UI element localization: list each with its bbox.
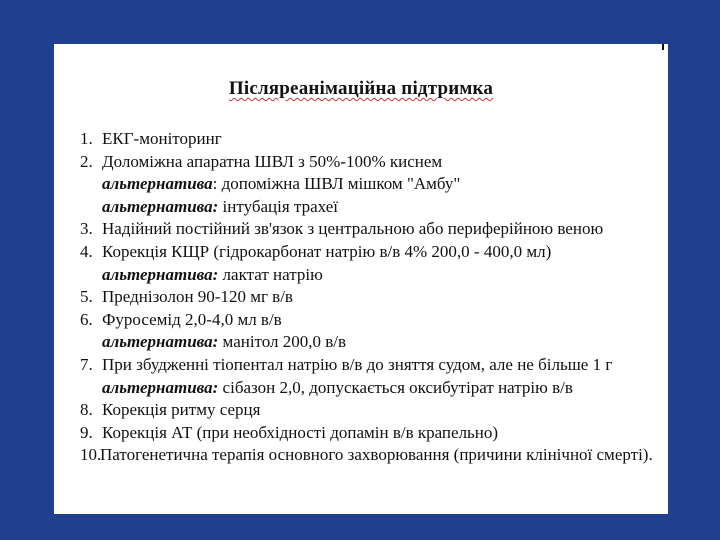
alternative-line <box>80 331 660 354</box>
item-text: Фуросемід 2,0-4,0 мл в/в <box>102 309 282 329</box>
slide-title <box>54 78 668 100</box>
list-item <box>80 241 660 264</box>
item-number: 2. <box>80 151 93 171</box>
list-item <box>80 218 660 241</box>
item-number: 9. <box>80 422 93 442</box>
item-text: Корекція АТ (при необхідності допамін в/в крапельно) <box>102 422 499 442</box>
alternative-text: манітол 200,0 в/в <box>222 332 347 352</box>
slide-content <box>54 44 668 514</box>
alternative-text: лактат натрію <box>222 264 323 284</box>
item-text: Доломіжна апаратна ШВЛ з 50%-100% киснем <box>102 151 443 171</box>
list-item <box>80 354 660 377</box>
alternative-label: альтернатива: <box>102 377 219 397</box>
alternative-line <box>80 196 660 219</box>
list-item <box>80 128 660 151</box>
list-item <box>80 286 660 309</box>
item-text: Патогенетична терапія основного захворювання (причини клінічної смерті). <box>100 445 653 465</box>
corner-mark <box>662 44 664 50</box>
alternative-text: допоміжна ШВЛ мішком "Амбу" <box>221 174 461 194</box>
list-item <box>80 444 660 467</box>
title-text: Післяреанімаційна підтримка <box>228 78 494 99</box>
alternative-label: альтернатива: <box>102 264 219 284</box>
item-text: Преднізолон 90-120 мг в/в <box>102 287 293 307</box>
item-number: 3. <box>80 219 93 239</box>
item-text: Корекція КЩР (гідрокарбонат натрію в/в 4% 200,0 - 400,0 мл) <box>102 241 552 261</box>
item-number: 4. <box>80 241 93 261</box>
alternative-text: сібазон 2,0, допускається оксибутірат натрію в/в <box>222 377 573 397</box>
list-item <box>80 422 660 445</box>
item-number: 8. <box>80 400 93 420</box>
alternative-line <box>80 173 660 196</box>
alternative-separator: : <box>212 174 222 194</box>
item-number: 1. <box>80 129 93 148</box>
alternative-text: інтубація трахеї <box>222 196 338 216</box>
list-item <box>80 399 660 422</box>
item-number: 5. <box>80 287 93 307</box>
item-text: При збудженні тіопентал натрію в/в до зняття судом, але не більше 1 г <box>102 354 613 374</box>
item-number: 10. <box>80 445 102 465</box>
alternative-label: альтернатива <box>102 174 213 194</box>
item-text: ЕКГ-моніторинг <box>102 129 222 148</box>
item-text: Надійний постійний зв'язок з центральною або периферійною веною <box>102 219 604 239</box>
alternative-label: альтернатива: <box>102 196 219 216</box>
item-number: 6. <box>80 309 93 329</box>
item-text: Корекція ритму серця <box>102 400 261 420</box>
alternative-line <box>80 377 660 400</box>
alternative-line <box>80 264 660 287</box>
alternative-label: альтернатива: <box>102 332 219 352</box>
item-number: 7. <box>80 354 93 374</box>
list-item <box>80 309 660 332</box>
treatment-list <box>80 128 660 467</box>
list-item <box>80 151 660 174</box>
